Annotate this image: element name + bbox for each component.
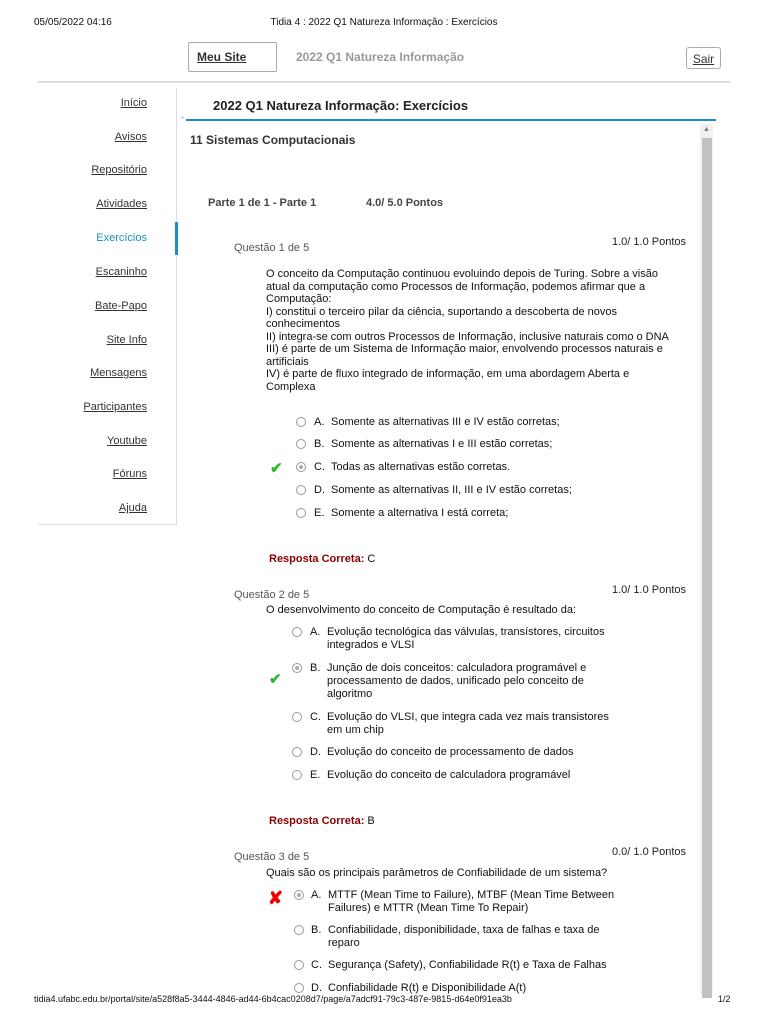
answer-radio[interactable] <box>292 712 302 722</box>
answer-option[interactable] <box>311 924 600 950</box>
correct-answer <box>269 815 375 827</box>
correct-answer-label: Resposta Correta: <box>269 553 365 565</box>
answer-radio[interactable] <box>294 890 304 900</box>
sidebar-item-f-runs[interactable]: Fóruns <box>112 468 147 480</box>
footer-page: 1/2 <box>718 994 731 1004</box>
option-text: em um chip <box>327 724 384 736</box>
option-letter: D. <box>314 484 325 496</box>
option-letter: B. <box>314 438 325 450</box>
correct-answer-value: B <box>367 815 375 827</box>
answer-option[interactable] <box>310 662 586 701</box>
answer-radio[interactable] <box>294 960 304 970</box>
scroll-up-icon[interactable]: ▲ <box>703 126 710 133</box>
sidebar-item-exerc-cios[interactable]: Exercícios <box>96 232 147 244</box>
option-text: Somente as alternativas II, III e IV estão corretas; <box>331 484 572 496</box>
option-letter: B. <box>310 662 321 674</box>
answer-radio[interactable] <box>296 485 306 495</box>
option-text: Segurança (Safety), Confiabilidade R(t) e Taxa de Falhas <box>328 959 607 971</box>
sidebar-item-participantes[interactable]: Participantes <box>83 401 147 413</box>
option-text: Junção de dois conceitos: calculadora programável e <box>327 662 587 674</box>
question-text <box>266 867 698 880</box>
question-points: 1.0/ 1.0 Pontos <box>612 236 686 248</box>
option-text: Somente as alternativas III e IV estão corretas; <box>331 416 560 428</box>
check-icon: ✔ <box>269 671 282 688</box>
correct-answer-label: Resposta Correta: <box>269 815 365 827</box>
option-text: Confiabilidade R(t) e Disponibilidade A(t) <box>328 982 527 994</box>
question-text-line: conhecimentos <box>266 318 340 330</box>
logout-button[interactable]: Sair <box>686 47 721 69</box>
answer-option[interactable] <box>314 438 552 451</box>
my-site-button[interactable]: Meu Site <box>188 42 277 72</box>
question-text <box>266 604 698 617</box>
option-text: Somente as alternativas I e III estão corretas; <box>331 438 553 450</box>
option-text: Failures) e MTTR (Mean Time To Repair) <box>328 902 529 914</box>
option-text: integrados e VLSI <box>327 639 415 651</box>
correct-answer-value: C <box>367 553 376 565</box>
answer-radio[interactable] <box>294 983 304 993</box>
sidebar-item-bate-papo[interactable]: Bate-Papo <box>95 300 147 312</box>
sidebar-item-in-cio[interactable]: Início <box>120 97 147 109</box>
answer-option[interactable] <box>314 416 560 429</box>
check-icon: ✔ <box>270 460 283 477</box>
answer-option[interactable] <box>314 484 572 497</box>
option-text: Todas as alternativas estão corretas. <box>331 461 511 473</box>
sidebar-item-atividades[interactable]: Atividades <box>96 198 147 210</box>
answer-radio[interactable] <box>292 747 302 757</box>
print-datetime: 05/05/2022 04:16 <box>34 17 112 28</box>
question-text-line: atual da computação como Processos de Informação, podemos afirmar que a <box>266 280 646 293</box>
question-text-line: II) integra-se com outros Processos de Informação, inclusive naturais como o DNA <box>266 330 669 343</box>
question-label: Questão 1 de 5 <box>234 242 310 254</box>
option-text: algoritmo <box>327 688 373 700</box>
option-text: Evolução do conceito de calculadora programável <box>327 769 571 781</box>
page-title: 2022 Q1 Natureza Informação: Exercícios <box>213 98 469 113</box>
answer-radio[interactable] <box>296 417 306 427</box>
option-text: Somente a alternativa I está correta; <box>331 507 509 519</box>
option-letter: C. <box>314 461 325 473</box>
option-text: reparo <box>328 937 360 949</box>
question-text-line: I) constitui o terceiro pilar da ciência, suportando a descoberta de novos <box>266 305 617 318</box>
answer-radio[interactable] <box>296 439 306 449</box>
question-text-line: IV) é parte de fluxo integrado de informação, em uma abordagem Aberta e <box>266 368 630 380</box>
question-text-line: O conceito da Computação continuou evoluindo depois de Turing. Sobre a visão <box>266 268 658 280</box>
question-points: 0.0/ 1.0 Pontos <box>612 846 686 858</box>
option-letter: E. <box>310 769 321 781</box>
option-letter: D. <box>310 746 321 758</box>
question-text-line: III) é parte de um Sistema de Informação maior, envolvendo processos naturais e <box>266 343 663 355</box>
option-letter: A. <box>311 889 322 901</box>
option-letter: B. <box>311 924 322 936</box>
sidebar-item-escaninho[interactable]: Escaninho <box>95 266 147 278</box>
print-doc-title: Tidia 4 : 2022 Q1 Natureza Informação : Exercícios <box>270 17 498 28</box>
section-title: 11 Sistemas Computacionais <box>190 133 356 147</box>
question-text-line: O desenvolvimento do conceito de Computação é resultado da: <box>266 604 577 616</box>
cross-icon: ✘ <box>268 888 284 908</box>
sidebar-item-avisos[interactable]: Avisos <box>114 131 147 143</box>
question-text-line: Complexa <box>266 380 316 393</box>
answer-radio[interactable] <box>294 925 304 935</box>
question-label: Questão 2 de 5 <box>234 589 310 601</box>
option-text: Evolução do conceito de processamento de dados <box>327 746 574 758</box>
sidebar-item-site-info[interactable]: Site Info <box>106 334 147 346</box>
answer-option[interactable] <box>311 889 614 915</box>
content-scrollbar[interactable] <box>700 124 713 994</box>
answer-option[interactable] <box>311 959 607 972</box>
answer-radio[interactable] <box>296 462 306 472</box>
option-letter: C. <box>310 711 321 723</box>
question-label: Questão 3 de 5 <box>234 851 310 863</box>
option-letter: E. <box>314 507 325 519</box>
option-text: Evolução tecnológica das válvulas, transístores, circuitos <box>327 626 605 638</box>
option-letter: D. <box>311 982 322 994</box>
option-letter: A. <box>314 416 325 428</box>
sidebar-item-ajuda[interactable]: Ajuda <box>118 502 147 514</box>
answer-option[interactable] <box>310 626 605 652</box>
option-text: MTTF (Mean Time to Failure), MTBF (Mean Time Between <box>328 889 615 901</box>
answer-option[interactable] <box>314 507 508 520</box>
answer-radio[interactable] <box>292 770 302 780</box>
option-text: Evolução do VLSI, que integra cada vez mais transistores <box>327 711 609 723</box>
answer-radio[interactable] <box>292 663 302 673</box>
scroll-thumb[interactable] <box>702 138 712 998</box>
question-text-line: artificiais <box>266 355 309 368</box>
answer-option[interactable] <box>310 711 609 737</box>
sidebar-item-youtube[interactable]: Youtube <box>107 435 147 447</box>
answer-option[interactable] <box>310 769 570 782</box>
option-text: processamento de dados, unificado pelo conceito de <box>327 675 584 687</box>
question-text-line: Quais são os principais parâmetros de Confiabilidade de um sistema? <box>266 867 608 879</box>
question-points: 1.0/ 1.0 Pontos <box>612 584 686 596</box>
title-marker: - <box>181 112 184 122</box>
part-label: Parte 1 de 1 - Parte 1 <box>208 197 317 209</box>
answer-radio[interactable] <box>292 627 302 637</box>
option-letter: C. <box>311 959 322 971</box>
answer-radio[interactable] <box>296 508 306 518</box>
part-score: 4.0/ 5.0 Pontos <box>366 197 444 209</box>
option-letter: A. <box>310 626 321 638</box>
option-text: Confiabilidade, disponibilidade, taxa de falhas e taxa de <box>328 924 600 936</box>
title-underline <box>186 119 716 121</box>
answer-option[interactable] <box>310 746 573 759</box>
answer-option[interactable] <box>314 461 510 474</box>
topbar-divider <box>38 81 730 83</box>
question-text-line: Computação: <box>266 293 332 305</box>
sidebar-item-mensagens[interactable]: Mensagens <box>90 367 147 379</box>
correct-answer <box>269 553 375 565</box>
question-text <box>266 268 698 393</box>
site-name: 2022 Q1 Natureza Informação <box>296 50 465 64</box>
active-indicator <box>175 222 178 255</box>
sidebar-item-reposit-rio[interactable]: Repositório <box>91 164 147 176</box>
footer-url: tidia4.ufabc.edu.br/portal/site/a528f8a5-3444-4846-ad44-6b4cac0208d7/page/a7adcf91-79c3-487e-9815-d64e0f91ea3b <box>34 994 512 1004</box>
